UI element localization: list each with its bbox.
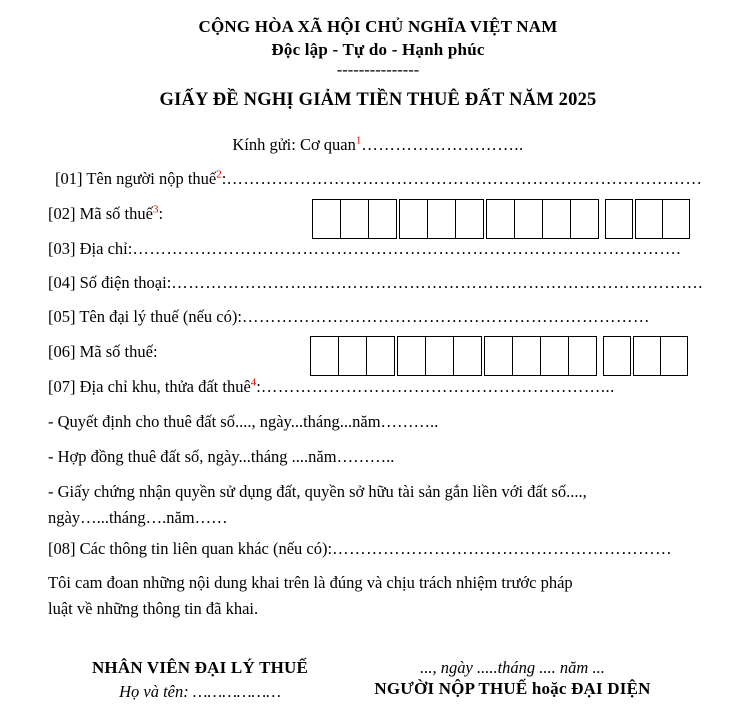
footnote-ref-4: 4 xyxy=(250,376,257,389)
separator-dashes: --------------- xyxy=(336,60,420,79)
tax-code-digit-cell[interactable] xyxy=(662,199,690,239)
tax-code-digit-cell[interactable] xyxy=(568,336,597,376)
tax-code-digit-cell[interactable] xyxy=(399,199,428,239)
line-lease-contract: - Hợp đồng thuê đất số, ngày...tháng ....năm……….. xyxy=(48,447,395,466)
field-01-taxpayer-name xyxy=(55,168,712,190)
tax-code-digit-cell[interactable] xyxy=(542,199,571,239)
tax-code-digit-cell[interactable] xyxy=(484,336,513,376)
field-01-fill-blank[interactable]: ………………………………………………………………………… xyxy=(226,169,703,188)
taxpayer-or-representative-title: NGƯỜI NỘP THUẾ hoặc ĐẠI DIỆN xyxy=(374,679,651,698)
tax-code-digit-cell[interactable] xyxy=(486,199,515,239)
field-05-label: [05] Tên đại lý thuế (nếu có): xyxy=(48,307,242,326)
tax-code-digit-cell[interactable] xyxy=(453,336,482,376)
tax-code-digit-cell[interactable] xyxy=(312,199,341,239)
tax-code-digit-cell[interactable] xyxy=(605,199,633,239)
field-08-label: [08] Các thông tin liên quan khác (nếu có): xyxy=(48,539,333,558)
tax-agent-staff-name-blank[interactable]: Họ và tên: ……………… xyxy=(119,682,281,701)
tax-code-digit-cell[interactable] xyxy=(366,336,395,376)
tax-code-digit-cell[interactable] xyxy=(427,199,456,239)
tax-code-digit-cell[interactable] xyxy=(425,336,454,376)
line-lease-decision: - Quyết định cho thuê đất số...., ngày...tháng...năm……….. xyxy=(48,412,439,431)
field-05-fill-blank[interactable]: ……………………………………………………………… xyxy=(241,307,650,326)
field-02-label: [02] Mã số thuế xyxy=(48,204,153,223)
tax-code-digit-cell[interactable] xyxy=(514,199,543,239)
tax-code-digit-cell[interactable] xyxy=(633,336,661,376)
line-land-certificate xyxy=(48,479,712,531)
signature-block-taxpayer xyxy=(360,658,665,699)
footnote-ref-3: 3 xyxy=(152,203,159,216)
declaration-paragraph xyxy=(48,570,712,622)
salutation-line xyxy=(0,135,756,155)
field-06-label: [06] Mã số thuế: xyxy=(48,342,158,361)
tax-agent-staff-title: NHÂN VIÊN ĐẠI LÝ THUẾ xyxy=(91,658,309,677)
field-08-fill-blank[interactable]: …………………………………………………… xyxy=(332,539,673,558)
field-07-fill-blank[interactable]: ……………………………………………………... xyxy=(260,377,615,396)
tax-code-digit-cell[interactable] xyxy=(570,199,599,239)
tax-code-06-branch-boxes xyxy=(603,336,688,376)
tax-code-02-main-boxes xyxy=(312,199,599,239)
field-05-tax-agent-name xyxy=(48,306,712,328)
field-07-colon: : xyxy=(256,377,261,396)
declaration-line2: luật về những thông tin đã khai. xyxy=(48,599,259,618)
field-03-address xyxy=(48,238,712,260)
footnote-ref-1: 1 xyxy=(355,134,362,147)
signature-block-tax-agent xyxy=(55,658,345,702)
tax-code-digit-cell[interactable] xyxy=(603,336,631,376)
tax-code-digit-cell[interactable] xyxy=(455,199,484,239)
national-title: CỘNG HÒA XÃ HỘI CHỦ NGHĨA VIỆT NAM xyxy=(198,17,558,36)
tax-code-digit-cell[interactable] xyxy=(340,199,369,239)
tax-code-digit-cell[interactable] xyxy=(368,199,397,239)
field-08-other-info xyxy=(48,538,712,560)
tax-code-digit-cell[interactable] xyxy=(635,199,663,239)
tax-code-digit-cell[interactable] xyxy=(512,336,541,376)
tax-code-06-main-boxes xyxy=(310,336,597,376)
field-04-phone xyxy=(48,272,712,294)
tax-code-digit-cell[interactable] xyxy=(397,336,426,376)
line-land-certificate-part2: ngày…...tháng….năm…… xyxy=(48,508,228,527)
field-07-label: [07] Địa chỉ khu, thửa đất thuê xyxy=(48,377,251,396)
tax-code-digit-cell[interactable] xyxy=(660,336,688,376)
form-title: GIẤY ĐỀ NGHỊ GIẢM TIỀN THUÊ ĐẤT NĂM 2025 xyxy=(159,90,597,110)
tax-code-digit-cell[interactable] xyxy=(540,336,569,376)
tax-code-digit-cell[interactable] xyxy=(310,336,339,376)
field-03-label: [03] Địa chỉ: xyxy=(48,239,133,258)
field-02-colon: : xyxy=(158,204,164,223)
field-04-fill-blank[interactable]: …………………………………………………………………………………. xyxy=(171,273,703,292)
field-01-label: [01] Tên người nộp thuế xyxy=(55,169,217,188)
field-01-colon: : xyxy=(221,169,227,188)
field-03-fill-blank[interactable]: ……………………………………………………………………………………. xyxy=(132,239,681,258)
salutation-text: Kính gửi: Cơ quan xyxy=(232,135,356,154)
tax-code-digit-cell[interactable] xyxy=(338,336,367,376)
national-motto: Độc lập - Tự do - Hạnh phúc xyxy=(271,40,485,59)
line-land-certificate-part1: - Giấy chứng nhận quyền sử dụng đất, quyền sở hữu tài sản gắn liền với đất số...., xyxy=(48,482,587,501)
date-place-blank[interactable]: ..., ngày .....tháng .... năm ... xyxy=(420,658,605,677)
declaration-line1: Tôi cam đoan những nội dung khai trên là đúng và chịu trách nhiệm trước pháp xyxy=(48,573,573,592)
field-07-leased-land-address xyxy=(48,376,712,398)
salutation-fill-blank[interactable]: ……………………….. xyxy=(361,135,524,154)
footnote-ref-2: 2 xyxy=(216,168,222,181)
tax-code-02-branch-boxes xyxy=(605,199,690,239)
field-04-label: [04] Số điện thoại: xyxy=(48,273,172,292)
